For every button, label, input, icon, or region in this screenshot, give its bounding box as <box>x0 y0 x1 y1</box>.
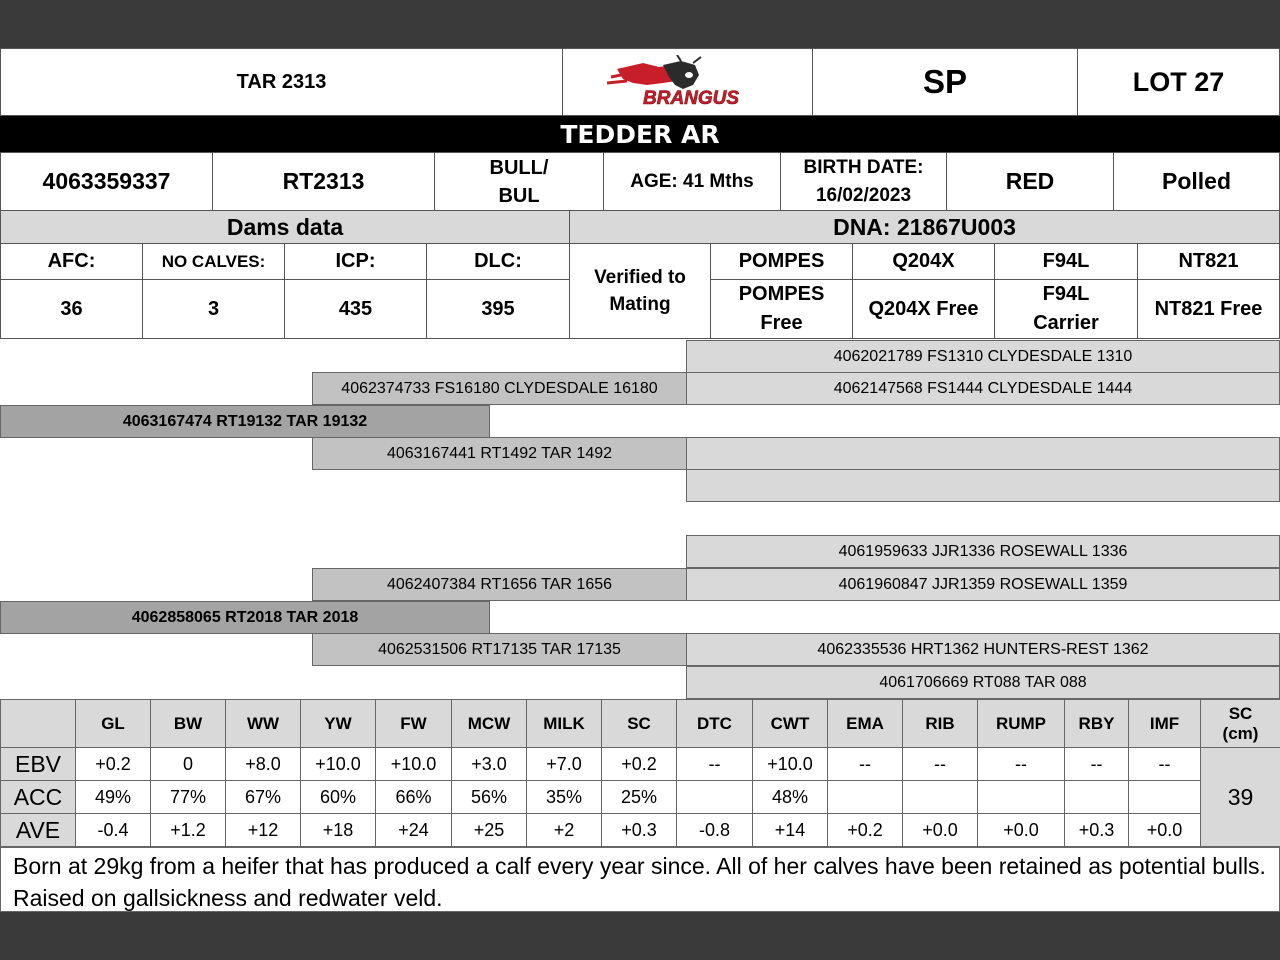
f94l-result-line-2: Carrier <box>1033 312 1099 334</box>
f94l-header: F94L <box>994 243 1138 280</box>
no-calves-header: NO CALVES: <box>142 243 285 280</box>
ebv-col-header: CWT <box>753 700 828 748</box>
animal-notes: Born at 29kg from a heifer that has produced a calf every year since. All of her calves have been retained as potential bulls. Raised on gallsickness and redwater veld. <box>0 847 1280 912</box>
q204x-header: Q204X <box>852 243 995 280</box>
ebv-cell: +10.0 <box>376 748 452 781</box>
ebv-col-header: RIB <box>903 700 978 748</box>
pompes-result <box>710 279 853 339</box>
pedigree-sire-sire: 4062374733 FS16180 CLYDESDALE 16180 <box>312 372 687 405</box>
afc-value: 36 <box>0 279 143 339</box>
ebv-cell: -- <box>978 748 1065 781</box>
ave-cell: +0.2 <box>828 814 903 847</box>
ebv-col-header: RBY <box>1065 700 1129 748</box>
dams-data-title: Dams data <box>0 210 570 244</box>
sc-cm-header <box>1201 700 1280 748</box>
ave-cell: +2 <box>527 814 602 847</box>
ave-cell: +0.0 <box>978 814 1065 847</box>
pedigree-dam-sire-dam: 4061960847 JJR1359 ROSEWALL 1359 <box>686 568 1280 601</box>
acc-cell: 56% <box>452 781 527 814</box>
sex-line-2: BUL <box>498 184 540 207</box>
category: SP <box>812 48 1078 116</box>
pompes-result-line-1: POMPES <box>738 283 825 305</box>
ebv-cell: 0 <box>151 748 226 781</box>
dna-title: DNA: 21867U003 <box>569 210 1280 244</box>
ave-cell: +25 <box>452 814 527 847</box>
ebv-col-header: SC <box>602 700 677 748</box>
pedigree-dam-sire-sire: 4061959633 JJR1336 ROSEWALL 1336 <box>686 535 1280 568</box>
acc-cell: 77% <box>151 781 226 814</box>
ebv-cell: -- <box>1065 748 1129 781</box>
ave-row <box>1 814 1280 847</box>
ave-cell: -0.4 <box>76 814 151 847</box>
icp-value: 435 <box>284 279 427 339</box>
acc-cell: 25% <box>602 781 677 814</box>
pompes-header: POMPES <box>710 243 853 280</box>
ebv-table <box>0 699 1280 847</box>
sc-cm-header-line-2: (cm) <box>1222 723 1259 743</box>
ebv-col-header: YW <box>301 700 376 748</box>
sale-lot-card <box>0 48 1280 912</box>
acc-row <box>1 781 1280 814</box>
ebv-col-header: FW <box>376 700 452 748</box>
ave-cell: +14 <box>753 814 828 847</box>
acc-cell: 67% <box>226 781 301 814</box>
dlc-header: DLC: <box>426 243 570 280</box>
afc-header: AFC: <box>0 243 143 280</box>
birth-date-label: BIRTH DATE: <box>803 156 924 178</box>
sex-field <box>434 152 604 211</box>
sc-cm-value: 39 <box>1201 748 1280 847</box>
ebv-cell: +10.0 <box>301 748 376 781</box>
ebv-cell: +3.0 <box>452 748 527 781</box>
pedigree-dam-dam-dam: 4061706669 RT088 TAR 088 <box>686 666 1280 699</box>
brangus-logo <box>562 48 813 116</box>
ebv-col-header: DTC <box>677 700 753 748</box>
ebv-cell: +10.0 <box>753 748 828 781</box>
acc-cell <box>903 781 978 814</box>
ebv-header-row <box>1 700 1280 748</box>
acc-cell <box>978 781 1065 814</box>
animal-id: 4063359337 <box>0 152 213 211</box>
ebv-col-header: GL <box>76 700 151 748</box>
horn-status: Polled <box>1113 152 1280 211</box>
nt821-header: NT821 <box>1137 243 1280 280</box>
ebv-row <box>1 748 1280 781</box>
acc-cell <box>1129 781 1201 814</box>
ebv-cell: +0.2 <box>602 748 677 781</box>
pedigree-dam-dam-sire: 4062335536 HRT1362 HUNTERS-REST 1362 <box>686 633 1280 666</box>
ave-cell: +0.3 <box>602 814 677 847</box>
dlc-value: 395 <box>426 279 570 339</box>
verified-to-mating <box>569 243 711 339</box>
verified-line-2: Mating <box>609 294 671 315</box>
pedigree-sire-dam-dam <box>686 469 1280 502</box>
tag-number: TAR 2313 <box>0 48 563 116</box>
acc-cell: 60% <box>301 781 376 814</box>
acc-cell <box>828 781 903 814</box>
acc-cell: 49% <box>76 781 151 814</box>
pompes-result-line-2: Free <box>760 312 803 334</box>
acc-row-label: ACC <box>1 781 76 814</box>
pedigree-sire-sire-sire: 4062021789 FS1310 CLYDESDALE 1310 <box>686 340 1280 373</box>
ebv-cell: +7.0 <box>527 748 602 781</box>
ebv-cell: -- <box>828 748 903 781</box>
ebv-row-label: EBV <box>1 748 76 781</box>
ebv-col-header: WW <box>226 700 301 748</box>
acc-cell <box>677 781 753 814</box>
animal-name: TEDDER AR <box>0 116 1280 152</box>
ave-cell: +0.0 <box>903 814 978 847</box>
pedigree-dam-sire: 4062407384 RT1656 TAR 1656 <box>312 568 687 601</box>
pedigree-sire: 4063167474 RT19132 TAR 19132 <box>0 405 490 438</box>
age-field: AGE: 41 Mths <box>603 152 781 211</box>
ave-cell: +0.3 <box>1065 814 1129 847</box>
acc-cell: 66% <box>376 781 452 814</box>
pedigree-sire-dam: 4063167441 RT1492 TAR 1492 <box>312 437 687 470</box>
sex-line-1: BULL/ <box>489 156 549 179</box>
acc-cell: 48% <box>753 781 828 814</box>
ebv-cell: +0.2 <box>76 748 151 781</box>
sc-cm-header-line-1: SC <box>1228 703 1253 723</box>
ebv-col-header: BW <box>151 700 226 748</box>
ebv-cell: -- <box>677 748 753 781</box>
ebv-col-header: MCW <box>452 700 527 748</box>
nt821-result: NT821 Free <box>1137 279 1280 339</box>
ave-cell: +1.2 <box>151 814 226 847</box>
f94l-result <box>994 279 1138 339</box>
ave-row-label: AVE <box>1 814 76 847</box>
verified-line-1: Verified to <box>594 267 686 288</box>
birth-date-field <box>780 152 947 211</box>
acc-cell: 35% <box>527 781 602 814</box>
brangus-logo-icon <box>603 55 773 109</box>
pedigree-sire-sire-dam: 4062147568 FS1444 CLYDESDALE 1444 <box>686 372 1280 405</box>
ebv-col-header: IMF <box>1129 700 1201 748</box>
pedigree-sire-dam-sire <box>686 437 1280 470</box>
no-calves-value: 3 <box>142 279 285 339</box>
ebv-cell: -- <box>1129 748 1201 781</box>
ave-cell: -0.8 <box>677 814 753 847</box>
f94l-result-line-1: F94L <box>1042 283 1090 305</box>
animal-code: RT2313 <box>212 152 435 211</box>
ebv-corner <box>1 700 76 748</box>
icp-header: ICP: <box>284 243 427 280</box>
ebv-col-header: RUMP <box>978 700 1065 748</box>
birth-date-value: 16/02/2023 <box>815 184 912 206</box>
ebv-col-header: MILK <box>527 700 602 748</box>
pedigree-dam: 4062858065 RT2018 TAR 2018 <box>0 601 490 634</box>
colour-field: RED <box>946 152 1114 211</box>
ebv-cell: +8.0 <box>226 748 301 781</box>
ebv-cell: -- <box>903 748 978 781</box>
lot-number: LOT 27 <box>1077 48 1280 116</box>
ave-cell: +0.0 <box>1129 814 1201 847</box>
ebv-col-header: EMA <box>828 700 903 748</box>
logo-text: BRANGUS <box>642 88 739 109</box>
ave-cell: +18 <box>301 814 376 847</box>
ave-cell: +12 <box>226 814 301 847</box>
pedigree-dam-dam: 4062531506 RT17135 TAR 17135 <box>312 633 687 666</box>
q204x-result: Q204X Free <box>852 279 995 339</box>
ave-cell: +24 <box>376 814 452 847</box>
acc-cell <box>1065 781 1129 814</box>
